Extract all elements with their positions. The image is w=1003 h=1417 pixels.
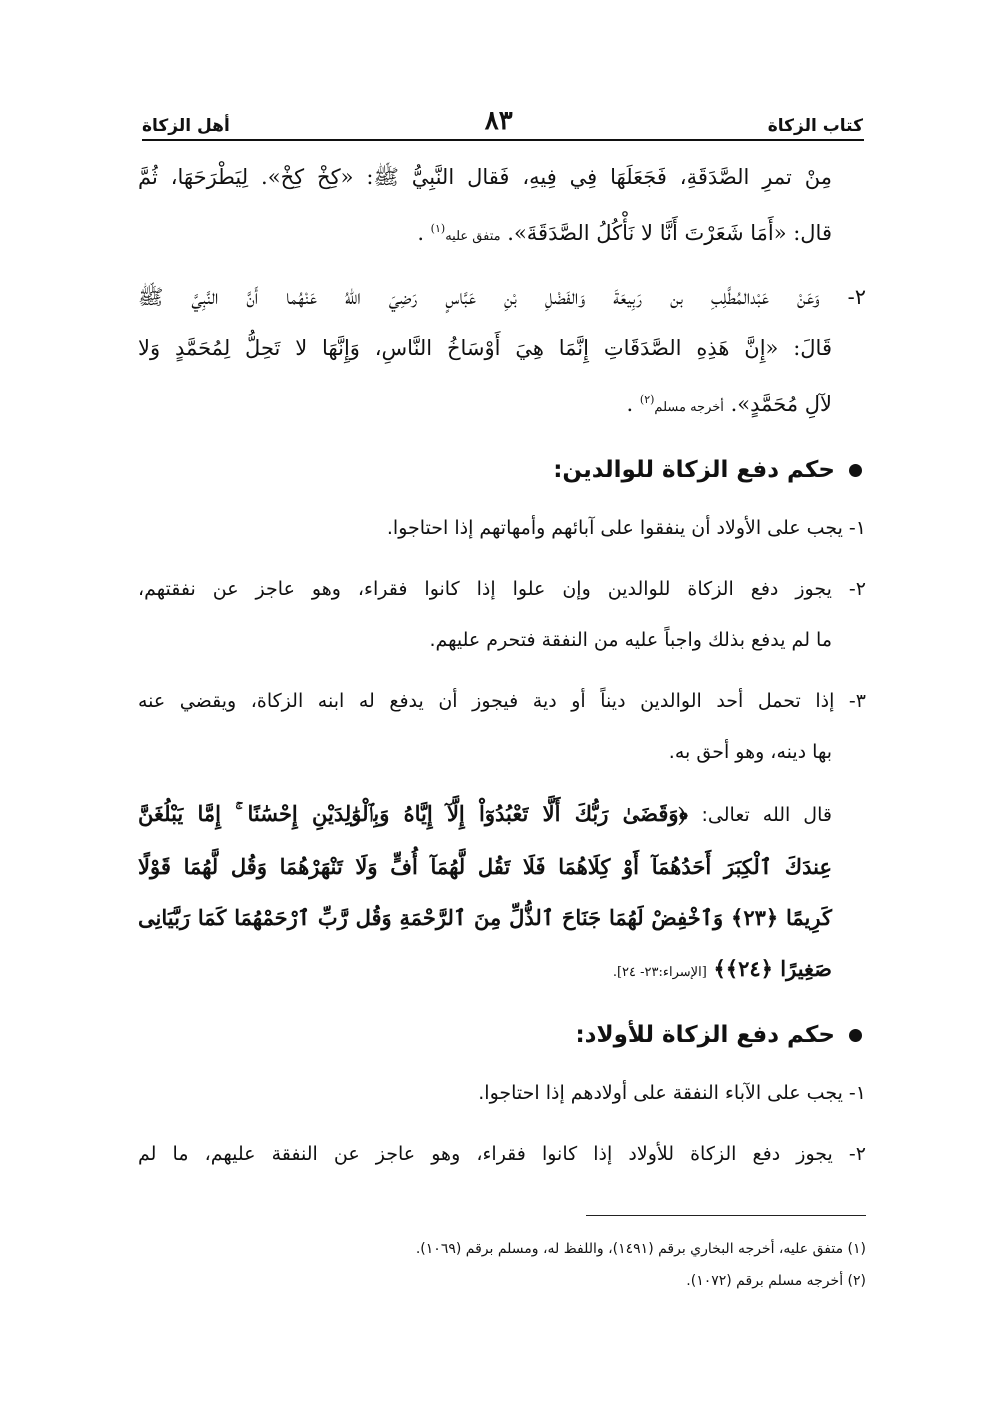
rule-item-3 [138, 676, 866, 778]
footnote-marker: (١) [430, 222, 446, 235]
footnote-rule [586, 1215, 866, 1216]
text-line: ما لم يدفع بذلك واجباً عليه من النفقة فتحرم عليهم. [429, 629, 832, 651]
chapter-title: أهل الزكاة [142, 116, 230, 136]
bullet-icon [849, 1029, 862, 1042]
section-heading-children [138, 1008, 866, 1062]
text-line: ٢- يجوز دفع الزكاة للأولاد إذا كانوا فقراء، وهو عاجز عن النفقة عليهم، ما لم [138, 1143, 866, 1165]
text-line: ٢- وَعَنْ عَبْدالمُطَّلِبِ بن رَبِيعَةَ وَالفَضْلِ بْنِ عَبَّاسٍ رَضِيَ اللهُ عَنْهُما أَنَّ النَّبِيَّ ﷺ [138, 285, 866, 309]
section-heading-parents [138, 443, 866, 497]
paragraph-hadith-2 [138, 272, 866, 433]
hadith-reference: أخرجه مسلم [654, 400, 724, 415]
page-body [138, 152, 866, 1190]
book-title: كتاب الزكاة [767, 116, 863, 136]
hadith-reference: متفق عليه [445, 229, 501, 244]
section-heading-text: حكم دفع الزكاة للأولاد: [575, 1022, 835, 1048]
footnotes [138, 1233, 866, 1297]
text-line: قال: «أَمَا شَعَرْتَ أَنَّا لا نَأْكُلُ الصَّدَقَةَ». متفق عليه$^{(١)}$ . [417, 221, 832, 245]
hadith-text: لآلِ مُحَمَّدٍ». [730, 392, 832, 416]
quran-quote [138, 788, 866, 998]
text-line: بها دينه، وهو أحق به. [668, 741, 832, 763]
paragraph-hadith-1 [138, 152, 866, 262]
footnote-2: (٢) أخرجه مسلم برقم (١٠٧٢). [686, 1273, 866, 1289]
text-line: ١- يجب على الأولاد أن ينفقوا على آبائهم وأمهاتهم إذا احتاجوا. [386, 517, 866, 539]
text-line: ٢- يجوز دفع الزكاة للوالدين وإن علوا إذا كانوا فقراء، وهو عاجز عن نفقتهم، [138, 578, 866, 600]
quran-line: عِندَكَ ٱلْكِبَرَ أَحَدُهُمَآ أَوْ كِلَاهُمَا فَلَا تَقُل لَّهُمَآ أُفٍّ وَلَا تَنْهَرْهُمَا وَقُل لَّهُمَا قَوْلًا [138, 854, 832, 879]
quote-intro: قال الله تعالى: [701, 804, 832, 826]
running-header [142, 96, 863, 136]
quran-line: كَرِيمًا ﴿٢٣﴾ وَٱخْفِضْ لَهُمَا جَنَاحَ ٱلذُّلِّ مِنَ ٱلرَّحْمَةِ وَقُل رَّبِّ ٱرْحَمْهُمَا كَمَا رَبَّيَانِى [138, 905, 832, 930]
text-line: ١- يجب على الآباء النفقة على أولادهم إذا احتاجوا. [478, 1082, 866, 1104]
quran-verse: ﴿وَقَضَىٰ رَبُّكَ أَلَّا تَعْبُدُوٓاْ إِلَّآ إِيَّاهُ وَبِٱلْوَٰلِدَيْنِ إِحْسَٰنًا ۚ إِمَّا يَبْلُغَنَّ [138, 801, 688, 826]
text-line: ٣- إذا تحمل أحد الوالدين ديناً أو دية فيجوز أن يدفع له ابنه الزكاة، ويقضي عنه [138, 690, 866, 712]
text-line: قَالَ: «إِنَّ هَذِهِ الصَّدَقَاتِ إِنَّمَا هِيَ أَوْسَاخُ النَّاسِ، وَإِنَّهَا لا تَحِلُّ لِمُحَمَّدٍ وَلا [138, 336, 832, 360]
quran-verse: صَغِيرًا ﴿٢٤﴾﴾ [713, 956, 832, 981]
text-line: مِنْ تمرِ الصَّدَقَةِ، فَجَعَلَهَا فِي فِيهِ، فَقال النَّبِيُّ ﷺ: «كِخْ كِخْ». لِيَطْرَحَهَا، ثُمَّ [138, 165, 832, 189]
rule-item-children-1 [138, 1068, 866, 1119]
text-line [138, 943, 866, 998]
rule-item-2 [138, 564, 866, 666]
page-number: ٨٣ [484, 106, 513, 136]
bullet-icon [849, 464, 862, 477]
text-line: لآلِ مُحَمَّدٍ». أخرجه مسلم$^{(٢)}$ . [626, 392, 832, 416]
section-heading-text: حكم دفع الزكاة للوالدين: [553, 457, 835, 483]
hadith-text: قال: «أَمَا شَعَرْتَ أَنَّا لا نَأْكُلُ الصَّدَقَةَ». [507, 221, 832, 245]
rule-item-children-2 [138, 1129, 866, 1180]
text-line [138, 788, 866, 841]
quran-reference: [الإسراء:٢٣- ٢٤]. [612, 965, 707, 980]
header-rule [142, 139, 864, 141]
footnote-marker: (٢) [639, 393, 655, 406]
footnote-1: (١) متفق عليه، أخرجه البخاري برقم (١٤٩١)، واللفظ له، ومسلم برقم (١٠٦٩). [415, 1241, 866, 1257]
rule-item-1 [138, 503, 866, 554]
